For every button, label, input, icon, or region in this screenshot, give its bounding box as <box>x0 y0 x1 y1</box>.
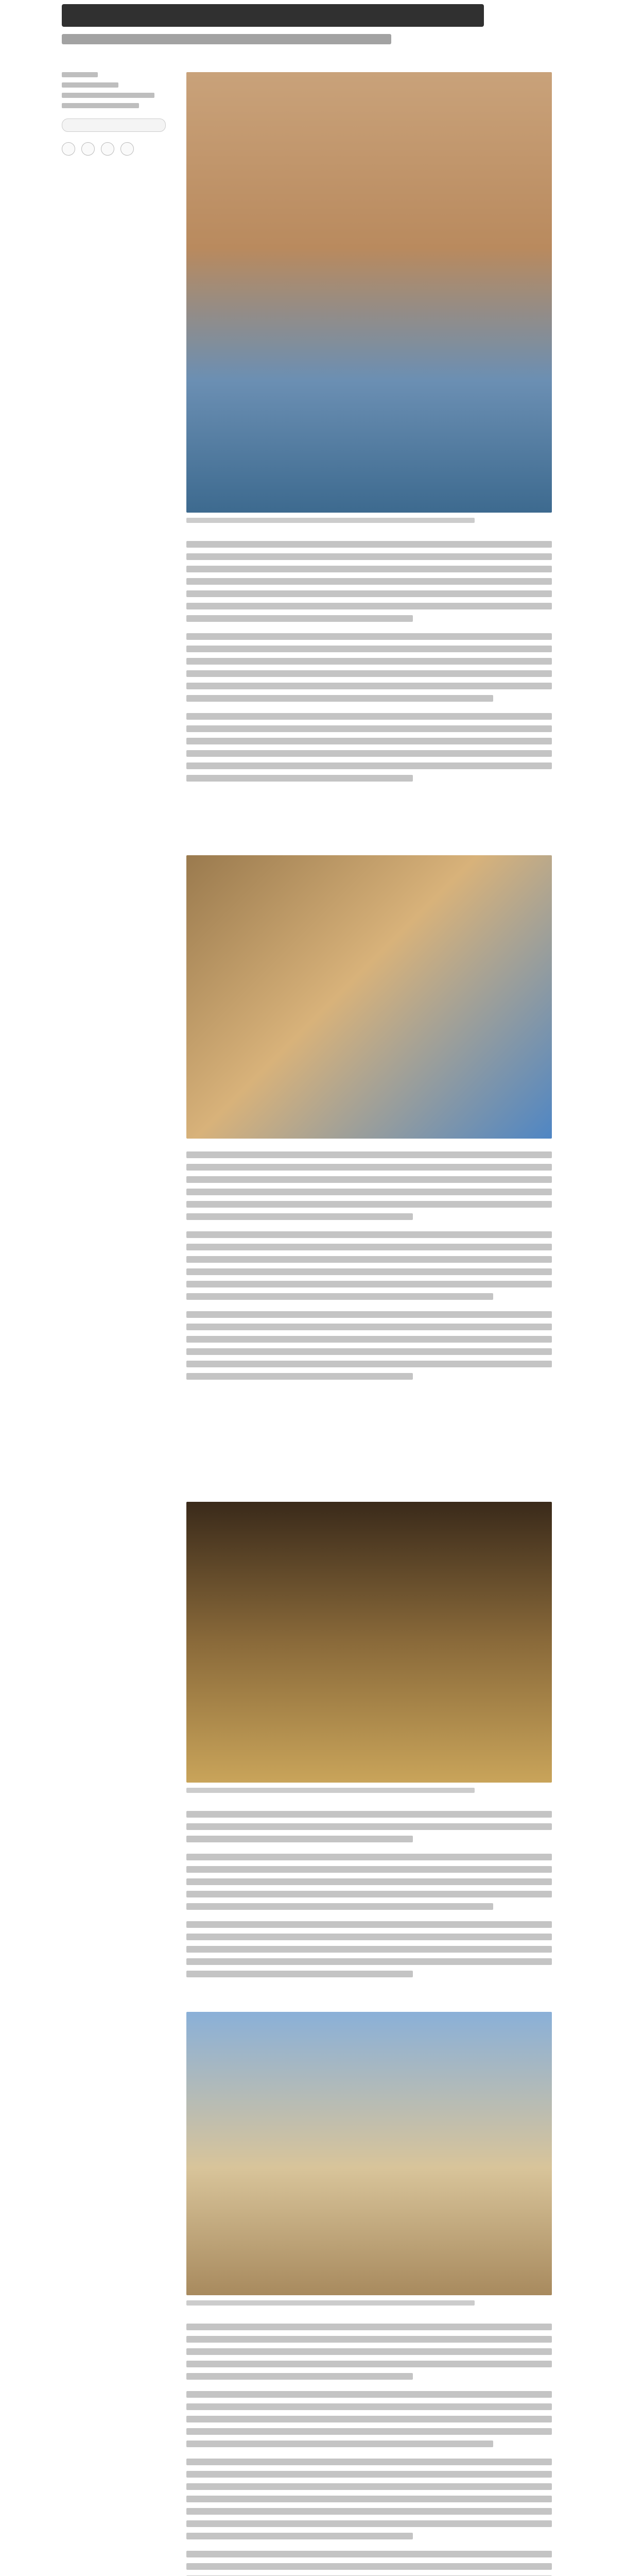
topics-list-placeholder <box>62 93 154 98</box>
article-body-4 <box>186 2324 552 2576</box>
photo-caption <box>186 2300 552 2306</box>
article-body-1 <box>186 541 552 793</box>
cathedral-interior-photo <box>186 1502 552 1783</box>
skyline-photo <box>186 2012 552 2295</box>
author-placeholder <box>62 72 98 77</box>
article-body-2 <box>186 1151 552 1391</box>
date-placeholder <box>62 103 139 108</box>
related-topics-placeholder <box>62 82 118 88</box>
balconies-and-dome-photo <box>186 855 552 1139</box>
whatsapp-share-icon[interactable] <box>120 142 134 156</box>
facebook-share-icon[interactable] <box>81 142 95 156</box>
spire-photo <box>186 72 552 513</box>
article-header <box>62 4 556 44</box>
linkedin-share-icon[interactable] <box>101 142 114 156</box>
photo-caption <box>186 518 552 523</box>
article-body-3 <box>186 1811 552 1989</box>
standfirst-placeholder <box>62 34 391 44</box>
photo-caption <box>186 1788 552 1793</box>
headline-placeholder <box>62 4 484 27</box>
x-share-icon[interactable] <box>62 142 75 156</box>
share-icons-row <box>62 142 165 156</box>
article-meta-sidebar <box>62 72 165 156</box>
gift-article-button[interactable] <box>62 118 166 132</box>
